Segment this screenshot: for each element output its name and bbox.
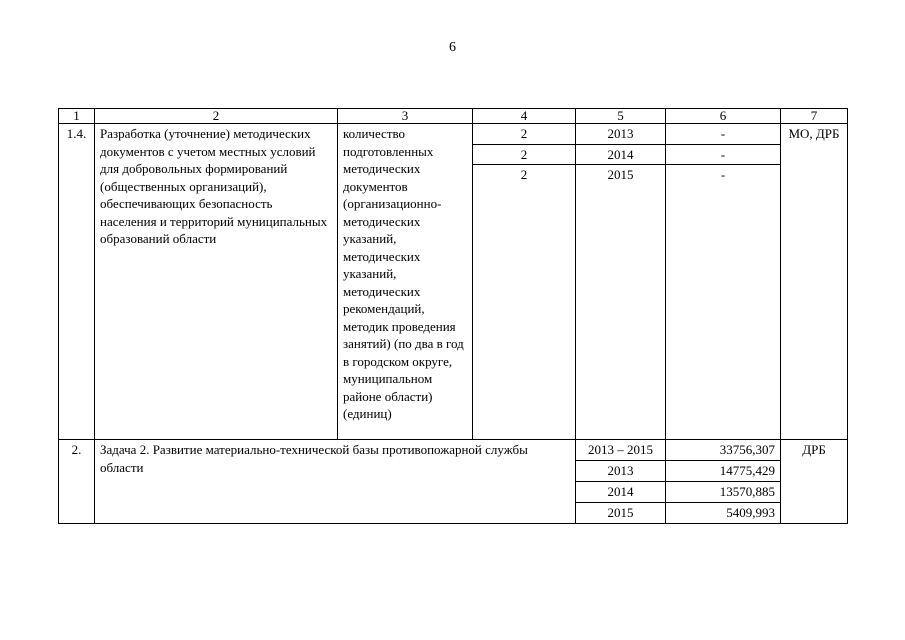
indicator-value: 2 xyxy=(473,144,576,165)
year-cell: 2013 xyxy=(576,461,666,482)
amount-cell: 13570,885 xyxy=(666,482,781,503)
header-cell-6: 6 xyxy=(666,109,781,124)
executor-cell: МО, ДРБ xyxy=(781,124,848,440)
year-cell: 2015 xyxy=(576,165,666,440)
year-cell: 2014 xyxy=(576,482,666,503)
indicator-text: количество подготовленных методических документов (организационно-методических указаний, методических указаний, методических рекомендаций, методик проведения занятий) (по два в год в городском округе, муниципальном районе области) (единиц) xyxy=(338,124,473,440)
header-cell-5: 5 xyxy=(576,109,666,124)
row-number: 1.4. xyxy=(59,124,95,440)
measure-name: Разработка (уточнение) методических документов с учетом местных условий для добровольных формирований (общественных организаций), обеспечивающих безопасность населения и территорий муниципальных образований области xyxy=(95,124,338,440)
header-cell-1: 1 xyxy=(59,109,95,124)
amount-cell: 5409,993 xyxy=(666,503,781,524)
header-row xyxy=(59,109,848,124)
header-cell-3: 3 xyxy=(338,109,473,124)
year-cell: 2014 xyxy=(576,144,666,165)
amount-cell: - xyxy=(666,144,781,165)
amount-cell: 33756,307 xyxy=(666,440,781,461)
page-number: 6 xyxy=(449,40,456,55)
table-row xyxy=(59,440,848,461)
executor-cell: ДРБ xyxy=(781,440,848,524)
header-cell-7: 7 xyxy=(781,109,848,124)
amount-cell: - xyxy=(666,165,781,440)
header-cell-2: 2 xyxy=(95,109,338,124)
amount-cell: 14775,429 xyxy=(666,461,781,482)
header-cell-4: 4 xyxy=(473,109,576,124)
year-cell: 2013 – 2015 xyxy=(576,440,666,461)
indicator-value: 2 xyxy=(473,124,576,145)
task-name: Задача 2. Развитие материально-технической базы противопожарной службы области xyxy=(95,440,576,524)
indicator-value: 2 xyxy=(473,165,576,440)
amount-cell: - xyxy=(666,124,781,145)
table-row xyxy=(59,124,848,145)
year-cell: 2013 xyxy=(576,124,666,145)
row-number: 2. xyxy=(59,440,95,524)
year-cell: 2015 xyxy=(576,503,666,524)
plan-table xyxy=(58,108,848,524)
